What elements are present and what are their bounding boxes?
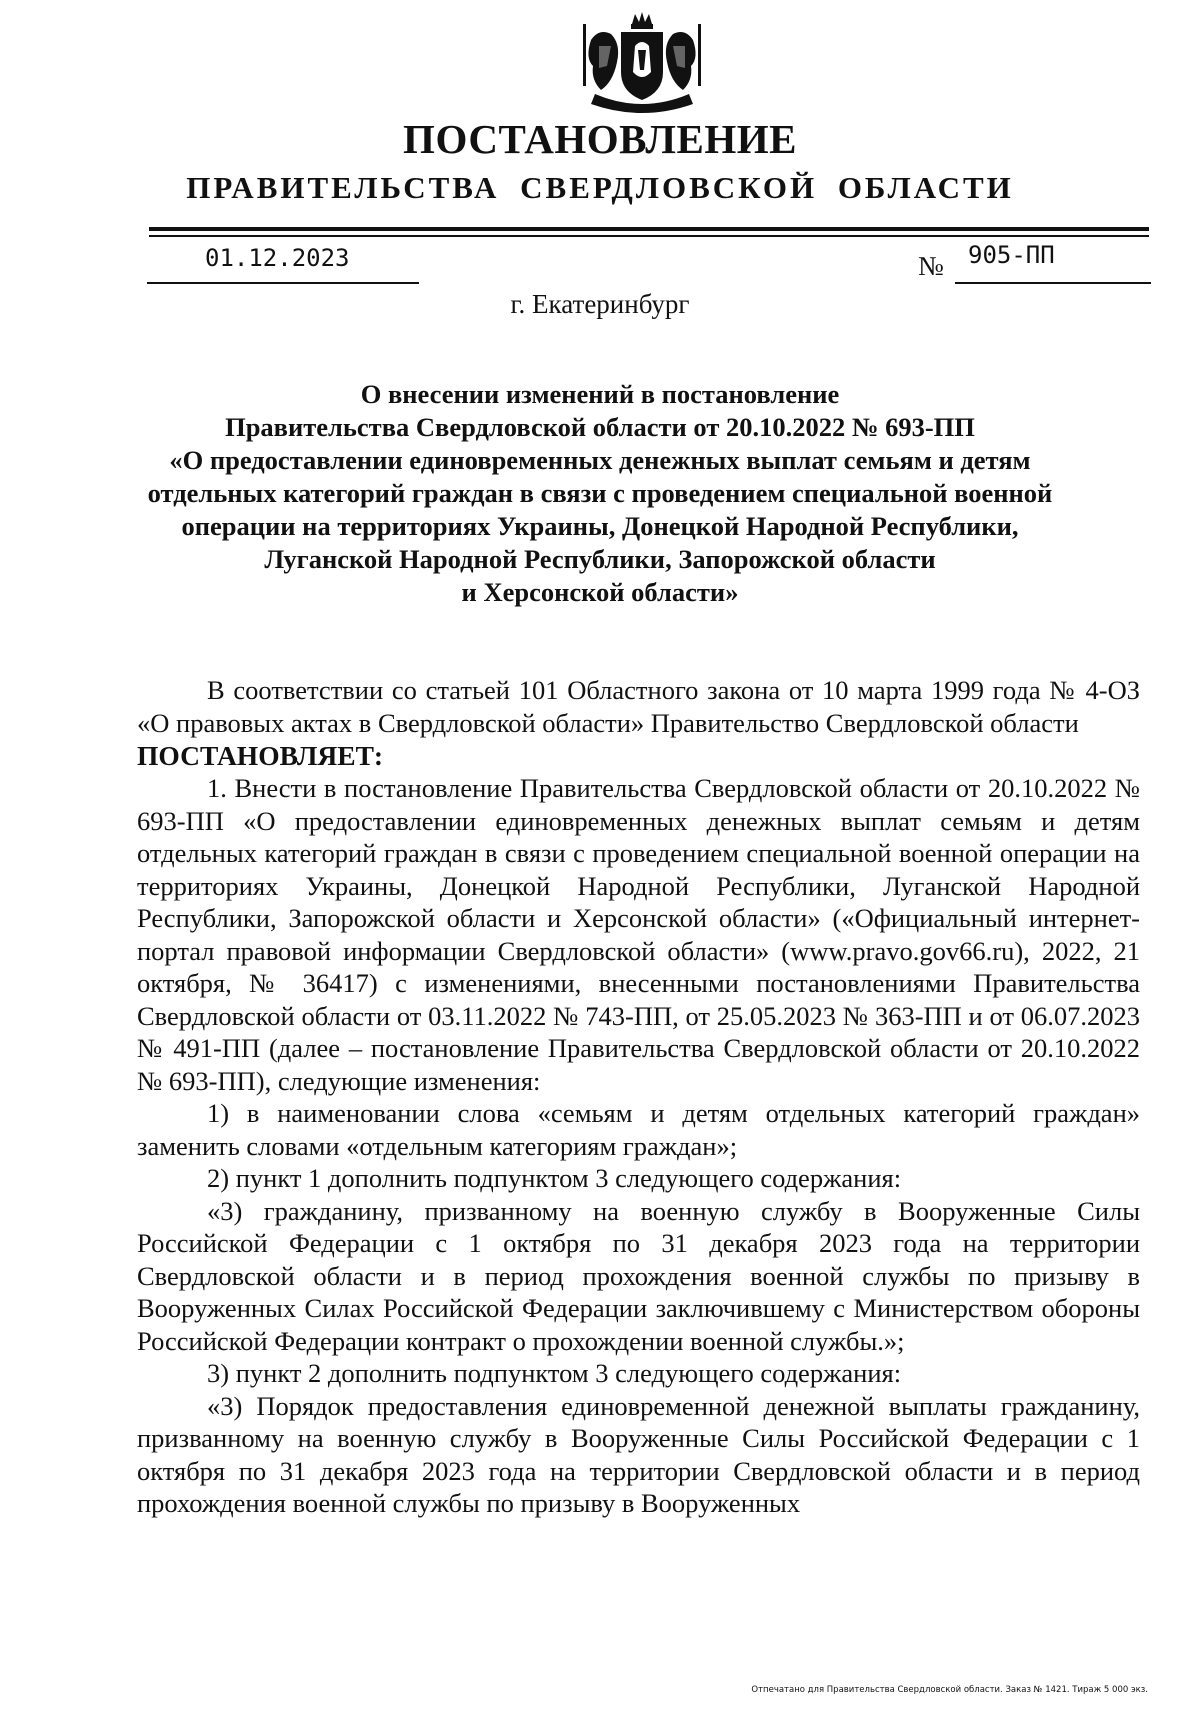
title-line: операции на территориях Украины, Донецкой Народной Республики, <box>181 511 1019 541</box>
number-sign: № <box>918 251 944 281</box>
document-type-title: ПОСТАНОВЛЕНИЕ <box>403 116 797 162</box>
document-body <box>137 674 1140 1520</box>
issue-city: г. Екатеринбург <box>510 289 690 319</box>
decree-heading: ПОСТАНОВЛЯЕТ: <box>137 740 384 771</box>
subitem-3-text-paragraph: «3) Порядок предоставления единовременной денежной выплаты гражданину, призванному на военную службу в Вооруженные Силы Российской Федерации с 1 октября по 31 декабря 2023 года на территории Свердловской области и в период прохождения военной службы по призыву в Вооруженных <box>137 1390 1140 1518</box>
subitem-3-paragraph: 3) пункт 2 дополнить подпунктом 3 следующего содержания: <box>207 1358 902 1388</box>
header-divider-thick <box>149 227 1149 231</box>
document-date: 01.12.2023 <box>205 244 350 272</box>
title-line: О внесении изменений в постановление <box>360 379 840 409</box>
title-line: «О предоставлении единовременных денежных выплат семьям и детям <box>169 445 1031 475</box>
print-note-footer: Отпечатано для Правительства Свердловской области. Заказ № 1421. Тираж 5 000 экз. <box>751 1685 1148 1695</box>
sverdlovsk-coat-of-arms-icon <box>577 10 707 118</box>
number-underline <box>955 282 1151 284</box>
title-line: Правительства Свердловской области от 20.10.2022 № 693-ПП <box>225 412 975 442</box>
title-line: отдельных категорий граждан в связи с проведением специальной военной <box>147 478 1053 508</box>
title-line: и Херсонской области» <box>461 577 739 607</box>
subitem-1-paragraph: 1) в наименовании слова «семьям и детям отдельных категорий граждан» заменить словами «отдельным категориям граждан»; <box>137 1098 1140 1161</box>
subitem-2-text-paragraph: «3) гражданину, призванному на военную службу в Вооруженные Силы Российской Федерации с 1 октября по 31 декабря 2023 года на территории Свердловской области и в период прохождения военной службы по призыву в Вооруженных Силах Российской Федерации заключившему с Министерством обороны Российской Федерации контракт о прохождении военной службы.»; <box>137 1195 1140 1356</box>
item-1-paragraph: 1. Внести в постановление Правительства Свердловской области от 20.10.2022 № 693-ПП «О предоставлении единовременных денежных выплат семьям и детям отдельных категорий граждан в связи с проведением специальной военной операции на территориях Украины, Донецкой Народной Республики, Луганской Народной Республики, Запорожской области и Херсонской области» («Официальный интернет-портал правовой информации Свердловской области» (www.pravo.gov66.ru), 2022, 21 октября, № 36417) с изменениями, внесенными постановлениями Правительства Свердловской области от 03.11.2022 № 743-ПП, от 25.05.2023 № 363-ПП и от 06.07.2023 № 491-ПП (далее – постановление Правительства Свердловской области от 20.10.2022 № 693-ПП), следующие изменения: <box>137 773 1140 1096</box>
title-line: Луганской Народной Республики, Запорожской области <box>264 544 936 574</box>
subitem-2-paragraph: 2) пункт 1 дополнить подпунктом 3 следующего содержания: <box>207 1163 902 1193</box>
document-number: 905-ПП <box>968 241 1055 269</box>
issuing-authority-title: ПРАВИТЕЛЬСТВА СВЕРДЛОВСКОЙ ОБЛАСТИ <box>186 170 1014 205</box>
header-divider-thin <box>149 235 1149 237</box>
preamble-paragraph: В соответствии со статьей 101 Областного закона от 10 марта 1999 года № 4-ОЗ «О правовых актах в Свердловской области» Правительство Свердловской области <box>137 675 1140 738</box>
date-underline <box>147 282 419 284</box>
document-subject-title <box>120 378 1080 609</box>
